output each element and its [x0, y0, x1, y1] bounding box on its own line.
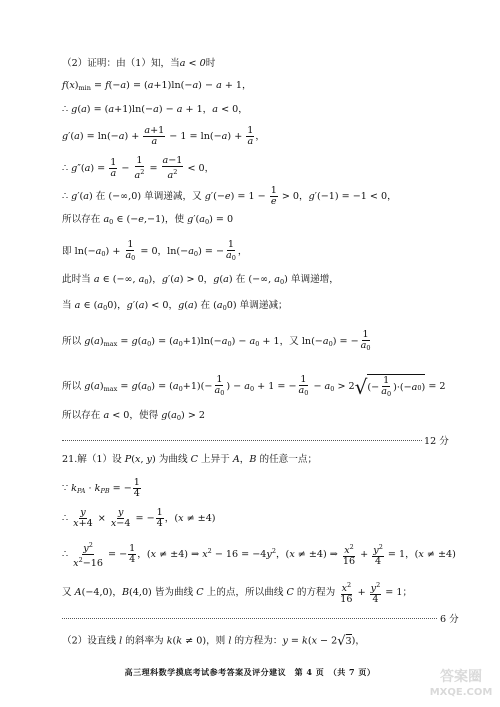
q21-frac: ∴ $\frac{y}{x+4}$ × $\frac{y}{x-4}$ = − $\frac{1}{4}$ ，(x ≠ ±4): [62, 507, 216, 529]
score-12: 12 分: [424, 436, 449, 447]
proof-header-tail: 时: [205, 58, 216, 69]
line-mono: ∴ g′(a) 在 (−∞,0) 单调递减，又 g′(−e) = 1 − $\frac{1}{e}$ > 0，g′(−1) = −1 < 0，: [62, 185, 397, 207]
watermark-logo: [426, 661, 496, 701]
line-concl: 所以存在 a < 0，使得 $g(a_0) > 2$: [62, 410, 206, 422]
proof-header-cond: a < 0: [179, 58, 206, 69]
line-decr: 当 a ∈ $(a_00)$，g′(a) < 0，g(a) 在 $(a_00)$ 单调递减；: [62, 300, 288, 312]
q21-start: 21.解（1）设 P(x, y) 为曲线 C 上异于 A，B 的任意一点；: [62, 454, 318, 465]
score-leader-2: [62, 618, 437, 619]
line-max1: 所以 $g(a)_{max} = g(a_0) = (a_0+1)\ln(-a_0) - a_0 + 1$，又 $\ln(-a_0)$ = − $\frac{1}{a_0}$: [62, 329, 371, 352]
q21-chain: ∴ $\frac{y^2}{x^2-16}$ = − $\frac{1}{4}$ ，(x ≠ ±4) ⇒ $x^2 - 16 = -4y^2$，(x ≠ ±4) ⇒ $\frac{x^2}{16}$ + $\frac{y^2}{4}$ = 1，(x ≠ ±4): [62, 541, 456, 569]
q21-part2: （2）设直线 l 的斜率为 k(k ≠ 0)，则 l 的方程为：y = k(x − 2 √ 3 )，: [62, 633, 365, 649]
score-6: 6 分: [440, 614, 459, 625]
line-exists: 所以存在 $a_0$ ∈ (−e,−1)，使 $g'(a_0) = 0$: [62, 214, 234, 226]
line-fmin: $f(x)_{min} = f(-a) = (a+1)\ln(-a) - a + 1$，: [62, 80, 252, 92]
svg-text:答案圈: 答案圈: [440, 669, 482, 685]
svg-text:MXQE.COM: MXQE.COM: [429, 687, 493, 698]
line-g: ∴ g(a) = (a+1)ln(−a) − a + 1，a < 0，: [62, 104, 248, 115]
q21-k: ∵ $k_{PA} \cdot k_{PB}$ = − $\frac{1}{4}$: [62, 477, 140, 499]
proof-header: [62, 58, 215, 70]
page-footer: 高三理科数学摸底考试参考答案及评分建议 第 4 页 （共 7 页）: [124, 667, 376, 677]
line-g2prime: ∴ g″(a) = $\frac{1}{a}$ − $\frac{1}{a^2}$ = $\frac{a-1}{a^2}$ < 0，: [62, 155, 215, 181]
line-ln: 即 $\ln(-a_0)$ + $\frac{1}{a_0}$ = 0，$\ln(-a_0)$ = − $\frac{1}{a_0}$ ，: [62, 239, 248, 262]
line-incr: 此时当 a ∈ (−∞, $a_0$)，g′(a) > 0，g(a) 在 (−∞, $a_0$) 单调递增，: [62, 274, 339, 286]
line-max2: 所以 $g(a)_{max} = g(a_0) = (a_0+1)(-$ $\frac{1}{a_0}$ ) − $a_0 + 1$ = − $\frac{1}{a_0}$ − $a_0 > 2$ √ (− 1 $a_0$ )·(− a 0 ) = 2: [62, 374, 446, 399]
q21-ab: 又 A(−4,0)，B(4,0) 皆为曲线 C 上的点，所以曲线 C 的方程为 $\frac{x^2}{16}$ + $\frac{y^2}{4}$ = 1；: [62, 581, 413, 605]
score-leader-1: [62, 440, 422, 441]
line-gprime: g′(a) = ln(−a) + $\frac{a+1}{a}$ − 1 = ln(−a) + $\frac{1}{a}$ ，: [62, 125, 265, 147]
proof-header-text: （2）证明：由（1）知，当: [62, 58, 180, 69]
